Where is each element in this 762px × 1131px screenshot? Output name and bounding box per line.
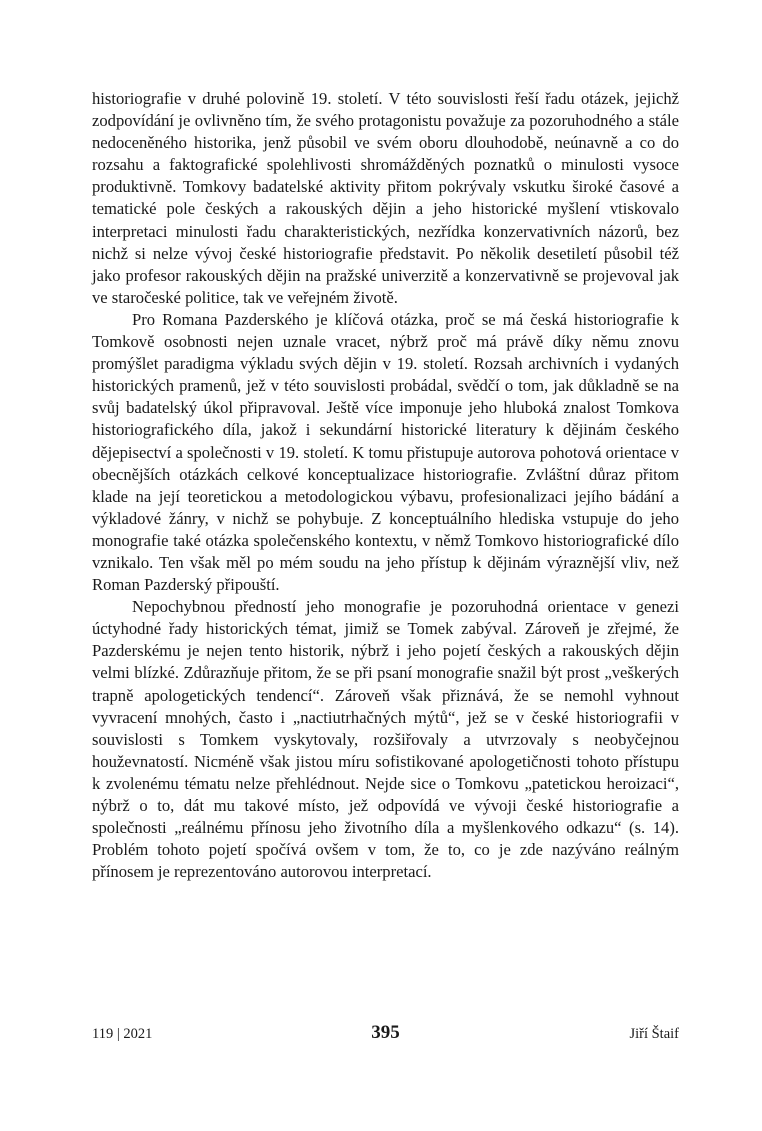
page-footer: [92, 1022, 679, 1048]
issue-label: 119 | 2021: [92, 1026, 153, 1042]
paragraph-continuation: historiografie v druhé polovině 19. století. V této souvislosti řeší řadu otázek, jejichž zodpovídání je ovlivněno tím, že svého protagonistu považuje za pozoruhodného a stále nedoceněného historika, jenž působil ve svém oboru dlouhodobě, neúnavně a co do rozsahu a faktografické spolehlivosti shromážděných poznatků o minulosti vysoce produktivně. Tomkovy badatelské aktivity přitom pokrývaly vskutku široké časové a tematické pole českých a rakouských dějin a jeho historické myšlení vtiskovalo interpretaci minulosti řadu charakteristických, nezřídka konzervativních názorů, bez nichž si nelze vývoj české historiografie představit. Po několik desetiletí působil též jako profesor rakouských dějin na pražské univerzitě a konzervativně se projevoval jak ve staročeské politice, tak ve veřejném životě.: [92, 89, 679, 307]
author-name: Jiří Štaif: [629, 1026, 679, 1042]
page-number: 395: [371, 1022, 400, 1043]
paragraph: Pro Romana Pazderského je klíčová otázka, proč se má česká historiografie k Tomkově osobnosti nejen uznale vracet, nýbrž proč má právě díky němu znovu promýšlet paradigma výkladu svých dějin v 19. století. Rozsah archivních i vydaných historických pramenů, jež v této souvislosti probádal, svědčí o tom, jak důkladně se na svůj badatelský úkol připravoval. Ještě více imponuje jeho hluboká znalost Tomkova historiografického díla, jakož i sekundární historické literatury k dějinám českého dějepisectví a společnosti v 19. století. K tomu přistupuje autorova pohotová orientace v obecnějších otázkách celkové konceptualizace historiografie. Zvláštní důraz přitom klade na její teoretickou a metodologickou výbavu, profesionalizaci jejího bádání a výkladové žánry, v nichž se pohybuje. Z konceptuálního hlediska vstupuje do jeho monografie také otázka společenského kontextu, v němž Tomkovo historiografické dílo vznikalo. Ten však měl po mém soudu na jeho přístup k dějinám výraznější vliv, než Roman Pazderský připouští.: [92, 309, 679, 595]
paragraph: Nepochybnou předností jeho monografie je pozoruhodná orientace v genezi úctyhodné řady historických témat, jimiž se Tomek zabýval. Zároveň je zřejmé, že Pazderskému je nejen tento historik, nýbrž i jeho pojetí českých a rakouských dějin velmi blízké. Zdůrazňuje přitom, že se při psaní monografie snažil být prost „veškerých trapně apologetických tendencí“. Zároveň však přiznává, že se nemohl vyhnout vyvracení mnohých, často i „nactiutrhačných mýtů“, jež se v české historiografii v souvislosti s Tomkem vyskytovaly, rozšiřovaly a utvrzovaly s neobyčejnou houževnatostí. Nicméně však jistou míru sofistikované apologetičnosti tohoto přístupu k zvolenému tématu nelze přehlédnout. Nejde sice o Tomkovu „patetickou heroizaci“, nýbrž o to, dát mu takové místo, jež odpovídá ve vývoji české historiografie a společnosti „reálnému přínosu jeho životního díla a myšlenkového odkazu“ (s. 14). Problém tohoto pojetí spočívá ovšem v tom, že to, co je zde nazýváno reálným přínosem je reprezentováno autorovou interpretací.: [92, 597, 679, 882]
body-text: [92, 88, 679, 883]
